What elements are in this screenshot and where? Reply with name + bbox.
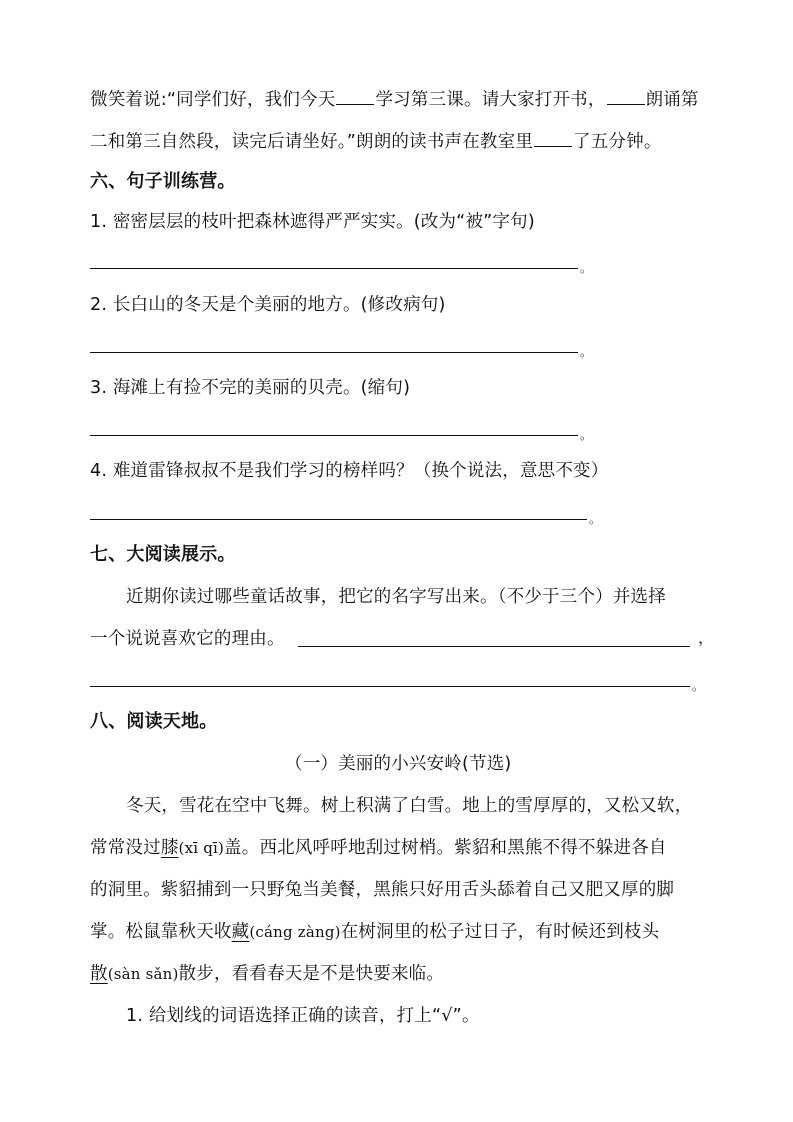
text: 常常没过	[90, 838, 161, 858]
paragraph-line	[90, 128, 662, 154]
passage-title: （一）美丽的小兴安岭(节选)	[285, 754, 512, 774]
underlined-word: 藏	[231, 922, 250, 942]
paragraph-line	[90, 86, 699, 112]
text: 散步，看看春天是不是快要来临。	[178, 964, 445, 984]
text: 二和第三自然段，读完后请坐好。”朗朗的读书声在教室里	[90, 132, 534, 152]
question-3: 3. 海滩上有捡不完的美丽的贝壳。(缩句)	[90, 378, 411, 398]
passage-line: 冬天，雪花在空中飞舞。树上积满了白雪。地上的雪厚厚的，又松又软，	[126, 796, 693, 816]
text: 朗诵第	[645, 90, 699, 110]
comma: ，	[698, 628, 715, 647]
period: 。	[580, 345, 593, 359]
passage-line: 的洞里。紫貂捕到一只野兔当美餐，黑熊只好用舌头舔着自己又肥又厚的脚	[90, 880, 675, 900]
section-heading-8: 八、阅读天地。	[90, 711, 218, 732]
section-heading-7: 七、大阅读展示。	[90, 544, 236, 565]
answer-line-4[interactable]	[90, 519, 587, 521]
answer-line-5a[interactable]	[298, 646, 690, 648]
fill-blank[interactable]	[336, 86, 374, 105]
pinyin-options[interactable]: (xī qī)	[178, 839, 225, 857]
question-1: 1. 密密层层的枝叶把森林遮得严严实实。(改为“被”字句)	[90, 212, 535, 232]
text: 在树洞里的松子过日子，有时候还到枝头	[340, 922, 660, 942]
prompt-line: 近期你读过哪些童话故事，把它的名字写出来。（不少于三个）并选择	[126, 587, 666, 607]
answer-line-3[interactable]	[90, 435, 578, 437]
answer-line-1[interactable]	[90, 268, 578, 270]
period: 。	[589, 512, 602, 526]
section-heading-6: 六、句子训练营。	[90, 171, 236, 192]
answer-line-5b[interactable]	[90, 686, 690, 688]
question-pinyin: 1. 给划线的词语选择正确的读音，打上“√”。	[126, 1006, 480, 1026]
passage-line	[90, 920, 659, 944]
passage-line	[90, 962, 444, 986]
answer-line-2[interactable]	[90, 352, 578, 354]
question-4: 4. 难道雷锋叔叔不是我们学习的榜样吗？（换个说法，意思不变）	[90, 461, 609, 481]
text: 微笑着说:“同学们好，我们今天	[90, 90, 336, 110]
period: 。	[580, 428, 593, 442]
period: 。	[580, 261, 593, 275]
fill-blank[interactable]	[607, 86, 645, 105]
passage-line	[90, 836, 667, 860]
fill-blank[interactable]	[534, 128, 572, 147]
text: 学习第三课。请大家打开书，	[375, 90, 606, 110]
prompt-line: 一个说说喜欢它的理由。	[90, 629, 285, 649]
text: 了五分钟。	[573, 132, 662, 152]
pinyin-options[interactable]: (cáng zàng)	[249, 923, 341, 941]
question-2: 2. 长白山的冬天是个美丽的地方。(修改病句)	[90, 295, 446, 315]
pinyin-options[interactable]: (sàn sǎn)	[107, 965, 179, 983]
text: 盖。西北风呼呼地刮过树梢。紫貂和黑熊不得不躲进各自	[224, 838, 667, 858]
period: 。	[692, 679, 705, 693]
underlined-word: 膝	[160, 838, 179, 858]
underlined-word: 散	[90, 964, 108, 984]
text: 掌。松鼠靠秋天收	[90, 922, 232, 942]
